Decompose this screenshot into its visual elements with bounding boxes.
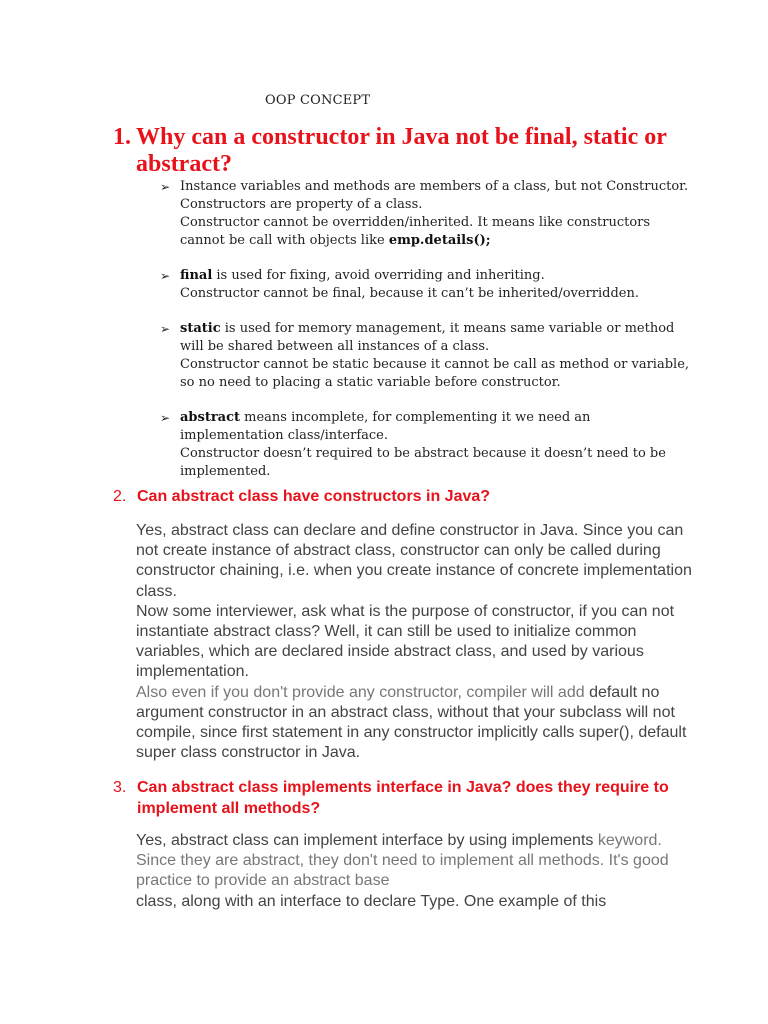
keyword: final	[180, 268, 213, 283]
list-item-text: Constructor doesn’t required to be abstract because it doesn’t need to be implemented.	[180, 446, 666, 479]
list-item-text: Instance variables and methods are members of a class, but not Constructor. Constructors are property of a class.	[180, 179, 689, 212]
list-item	[160, 178, 690, 250]
question-1-answer-list	[160, 178, 690, 498]
list-item-text: Constructor cannot be overridden/inherited. It means like constructors cannot be call with objects like emp.details();	[180, 215, 651, 248]
list-item-text: Constructor cannot be static because it cannot be call as method or variable, so no need to placing a static variable before constructor.	[180, 357, 690, 390]
list-item-text: static is used for memory management, it means same variable or method will be shared between all instances of a class.	[180, 321, 675, 354]
keyword: abstract	[180, 410, 241, 425]
answer-paragraph: Yes, abstract class can implement interface by using implements keyword. Since they are abstract, they don't need to implement all methods. It's good practice to provide an abstract base	[136, 832, 669, 890]
list-item-text: abstract means incomplete, for complementing it we need an implementation class/interface.	[180, 410, 591, 443]
list-item-text: final is used for fixing, avoid overriding and inheriting.	[180, 268, 545, 283]
answer-paragraph: Yes, abstract class can declare and define constructor in Java. Since you can not create instance of abstract class, constructor can only be called during constructor chaining, i.e. when you create instance of concrete implementation class.	[136, 522, 692, 600]
question-number: 1.	[113, 124, 131, 150]
answer-paragraph: class, along with an interface to declare Type. One example of this	[136, 892, 607, 910]
list-item	[160, 267, 690, 303]
keyword: static	[180, 321, 221, 336]
question-number: 3.	[113, 779, 127, 796]
arrow-bullet-icon: ➢	[160, 180, 171, 194]
answer-paragraph: Now some interviewer, ask what is the purpose of constructor, if you can not instantiate abstract class? Well, it can still be used to initialize common variables, which are declared inside abstract class, and used by various implementation.	[136, 602, 675, 681]
arrow-bullet-icon: ➢	[160, 322, 171, 336]
question-2-answer	[136, 521, 696, 763]
question-heading: Can abstract class implements interface in Java? does they require to implement all methods?	[137, 779, 669, 817]
list-item	[160, 409, 690, 481]
question-number: 2.	[113, 488, 127, 505]
question-3	[113, 777, 673, 819]
list-item	[160, 320, 690, 392]
question-heading: Why can a constructor in Java not be final, static or abstract?	[136, 124, 667, 177]
page-title: OOP CONCEPT	[265, 93, 371, 108]
arrow-bullet-icon: ➢	[160, 411, 171, 425]
list-item-text: Constructor cannot be final, because it can’t be inherited/overridden.	[180, 286, 639, 301]
question-1	[113, 124, 733, 178]
answer-paragraph: Also even if you don't provide any constructor, compiler will add default no argument constructor in an abstract class, without that your subclass will not compile, since first statement in any constructor implicitly calls super(), default super class constructor in Java.	[136, 683, 687, 762]
question-3-answer	[136, 831, 696, 912]
question-heading: Can abstract class have constructors in Java?	[137, 488, 491, 505]
code-snippet: emp.details();	[388, 233, 491, 248]
question-2	[113, 486, 673, 507]
arrow-bullet-icon: ➢	[160, 269, 171, 283]
